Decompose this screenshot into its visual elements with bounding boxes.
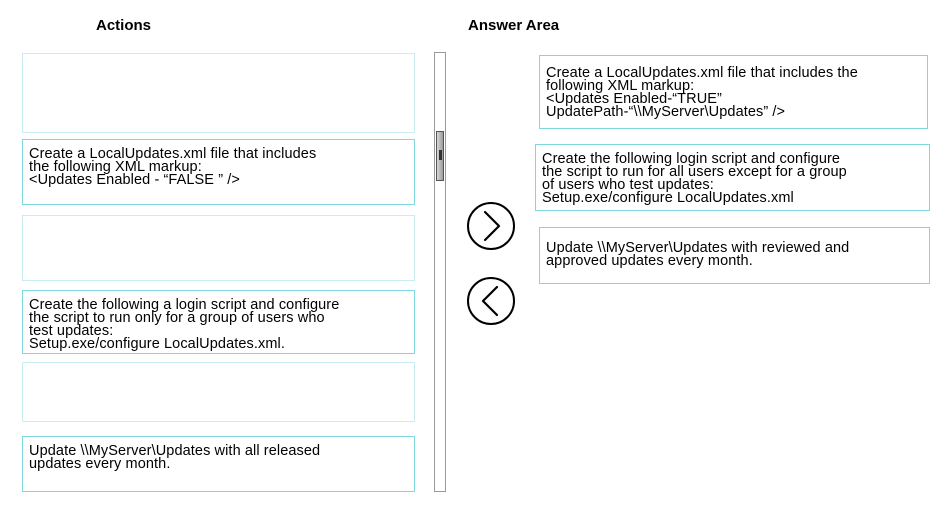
answer-item-update-reviewed-approved[interactable]	[539, 227, 930, 284]
action-item-localupdates-false[interactable]	[22, 139, 415, 205]
answer-item-localupdates-true[interactable]	[539, 55, 928, 129]
move-right-button[interactable]	[466, 201, 516, 251]
scrollbar-grip-icon	[439, 150, 442, 160]
action-slot-empty[interactable]	[22, 362, 415, 422]
answer-item-text: Create a LocalUpdates.xml file that includes the following XML markup: <Updates Enabled-“TRUE” UpdatePath-“\\MyServer\Updates” />	[546, 65, 858, 120]
actions-heading: Actions	[96, 17, 152, 34]
chevron-right-circle-icon	[466, 201, 516, 251]
actions-scrollbar[interactable]	[434, 52, 446, 492]
chevron-left-circle-icon	[466, 276, 516, 326]
action-slot-empty[interactable]	[22, 215, 415, 281]
action-item-text: Update \\MyServer\Updates with all released updates every month.	[29, 443, 321, 472]
move-left-button[interactable]	[466, 276, 516, 326]
answer-item-text: Update \\MyServer\Updates with reviewed and approved updates every month.	[546, 240, 850, 269]
action-item-text: Create the following a login script and configure the script to run only for a group of users who test updates: Setup.exe/configure LocalUpdates.xml.	[29, 297, 340, 352]
action-slot-empty[interactable]	[22, 53, 415, 133]
scrollbar-thumb[interactable]	[436, 131, 444, 181]
action-item-update-all-released[interactable]	[22, 436, 415, 492]
answer-area-heading: Answer Area	[468, 17, 560, 34]
answer-item-text: Create the following login script and configure the script to run for all users except for a group of users who test updates: Setup.exe/configure LocalUpdates.xml	[542, 151, 847, 206]
answer-item-login-script-all-except-test[interactable]	[535, 144, 930, 211]
action-item-text: Create a LocalUpdates.xml file that includes the following XML markup: <Updates Enabled - “FALSE ” />	[29, 146, 317, 188]
action-item-login-script-test-group[interactable]	[22, 290, 415, 354]
